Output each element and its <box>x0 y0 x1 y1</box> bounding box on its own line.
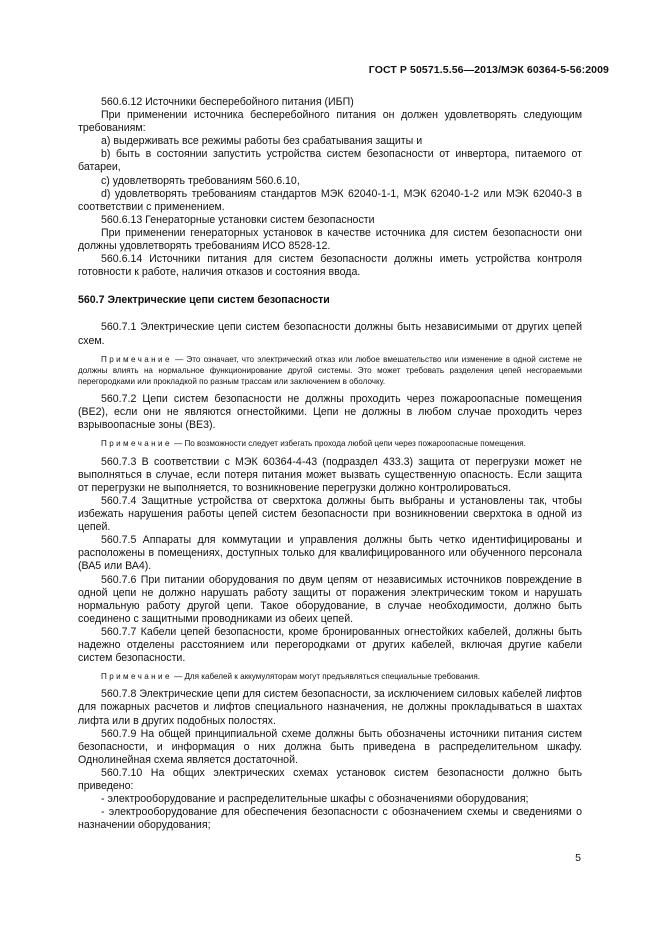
clause-560-7-7: 560.7.7 Кабели цепей безопасности, кроме бронированных огнестойких кабелей, должны быть надежно отделены расстоянием или перегородками от других кабелей, включая другие кабели систем безопасности. <box>78 625 582 665</box>
document-body <box>78 96 582 832</box>
clause-560-7-10: 560.7.10 На общих электрических схемах установок систем безопасности должно быть приведено: <box>78 766 582 793</box>
clause-560-7-6: 560.7.6 При питании оборудования по двум цепям от независимых источников повреждение в одной цепи не должно нарушать работу защиты от поражения электрическим током и нарушать нормальную работу другой цепи. Такое оборудование, в случае необходимости, должно быть соединено с защитными проводниками из обеих цепей. <box>78 573 582 625</box>
clause-560-7-5: 560.7.5 Аппараты для коммутации и управления должны быть четко идентифицированы и расположены в помещениях, доступных только для квалифицированного или обученного персонала (ВА5 или ВА4). <box>78 534 582 573</box>
clause-560-7-3: 560.7.3 В соответствии с МЭК 60364-4-43 (подраздел 433.3) защита от перегрузки может не выполняться в случае, если потеря питания может вызвать существенную опасность. Если защита от перегрузки не выполняется, то возникновение перегрузки должно контролироваться. <box>78 455 582 494</box>
clause-560-6-14: 560.6.14 Источники питания для систем безопасности должны иметь устройства контроля готовности к работе, наличия отказов и состояния ввода. <box>78 253 582 279</box>
note-text: — По возможности следует избегать прохода любой цепи через пожароопасные помещения. <box>171 439 526 449</box>
note-label: Примечание <box>101 439 172 449</box>
ups-requirements-intro: При применении источника бесперебойного питания он должен удовлетворять следующим требованиям: <box>78 109 582 135</box>
list-item-b: b) быть в состоянии запустить устройства систем безопасности от инвертора, питаемого от батареи, <box>78 148 582 174</box>
note-1 <box>78 354 582 388</box>
note-3 <box>78 671 582 682</box>
clause-560-7-4: 560.7.4 Защитные устройства от сверхтока должны быть выбраны и установлены так, чтобы избежать нарушения работы цепей систем безопасности при возникновении сверхтока в одной из цепей. <box>78 494 582 534</box>
note-label: Примечание <box>101 672 172 682</box>
clause-560-7-8: 560.7.8 Электрические цепи для систем безопасности, за исключением силовых кабелей лифтов для пожарных расчетов и лифтов специального назначения, не должны прокладываться в шахтах лифта или в других подобных полостях. <box>78 688 582 727</box>
clause-560-6-12-title: 560.6.12 Источники бесперебойного питания (ИБП) <box>101 96 354 108</box>
list-item-c: c) удовлетворять требованиям 560.6.10, <box>101 174 300 187</box>
section-heading-560-7: 560.7 Электрические цепи систем безопасности <box>78 294 330 307</box>
dash-item-1: - электрооборудование и распределительные шкафы с обозначениями оборудования; <box>101 793 529 806</box>
note-label: Примечание <box>101 354 172 364</box>
clause-560-7-2: 560.7.2 Цепи систем безопасности не должны проходить через пожароопасные помещения (ВЕ2), если они не являются огнестойкими. Цепи не должны в любом случае проходить через взрывоопасные зоны (ВЕ3). <box>78 393 582 432</box>
page-number: 5 <box>575 852 581 864</box>
dash-item-2: - электрооборудование для обеспечения безопасности с обозначением схемы и сведениями о назначении оборудования; <box>78 806 582 832</box>
clause-560-7-9: 560.7.9 На общей принципиальной схеме должны быть обозначены источники питания систем безопасности, и информация о них должна быть приведена в распределительном шкафу. Однолинейная схема является достаточной. <box>78 727 582 766</box>
note-text: — Для кабелей к аккумуляторам могут предъявляться специальные требования. <box>171 672 480 682</box>
clause-560-7-1: 560.7.1 Электрические цепи систем безопасности должны быть независимыми от других цепей схем. <box>78 321 582 347</box>
list-item-d: d) удовлетворять требованиям стандартов МЭК 62040-1-1, МЭК 62040-1-2 или МЭК 62040-3 в соответствии с применением. <box>78 187 582 213</box>
note-2 <box>78 438 582 449</box>
clause-560-6-13-title: 560.6.13 Генераторные установки систем безопасности <box>101 213 375 226</box>
note-text: — Это означает, что электрический отказ или любое вмешательство или изменение в одной системе не должны влиять на нормальное функционирование другой системы. Это может требовать разделения цепей несгораемыми перегородками или прокладкой по разным трассам или заключением в оболочку. <box>78 354 582 386</box>
generator-requirements: При применении генераторных установок в качестве источника для систем безопасности они должны удовлетворять требованиям ИСО 8528-12. <box>78 226 582 253</box>
document-code-header: ГОСТ Р 50571.5.56—2013/МЭК 60364-5-56:2009 <box>368 64 609 76</box>
list-item-a: a) выдерживать все режимы работы без срабатывания защиты и <box>101 135 423 148</box>
